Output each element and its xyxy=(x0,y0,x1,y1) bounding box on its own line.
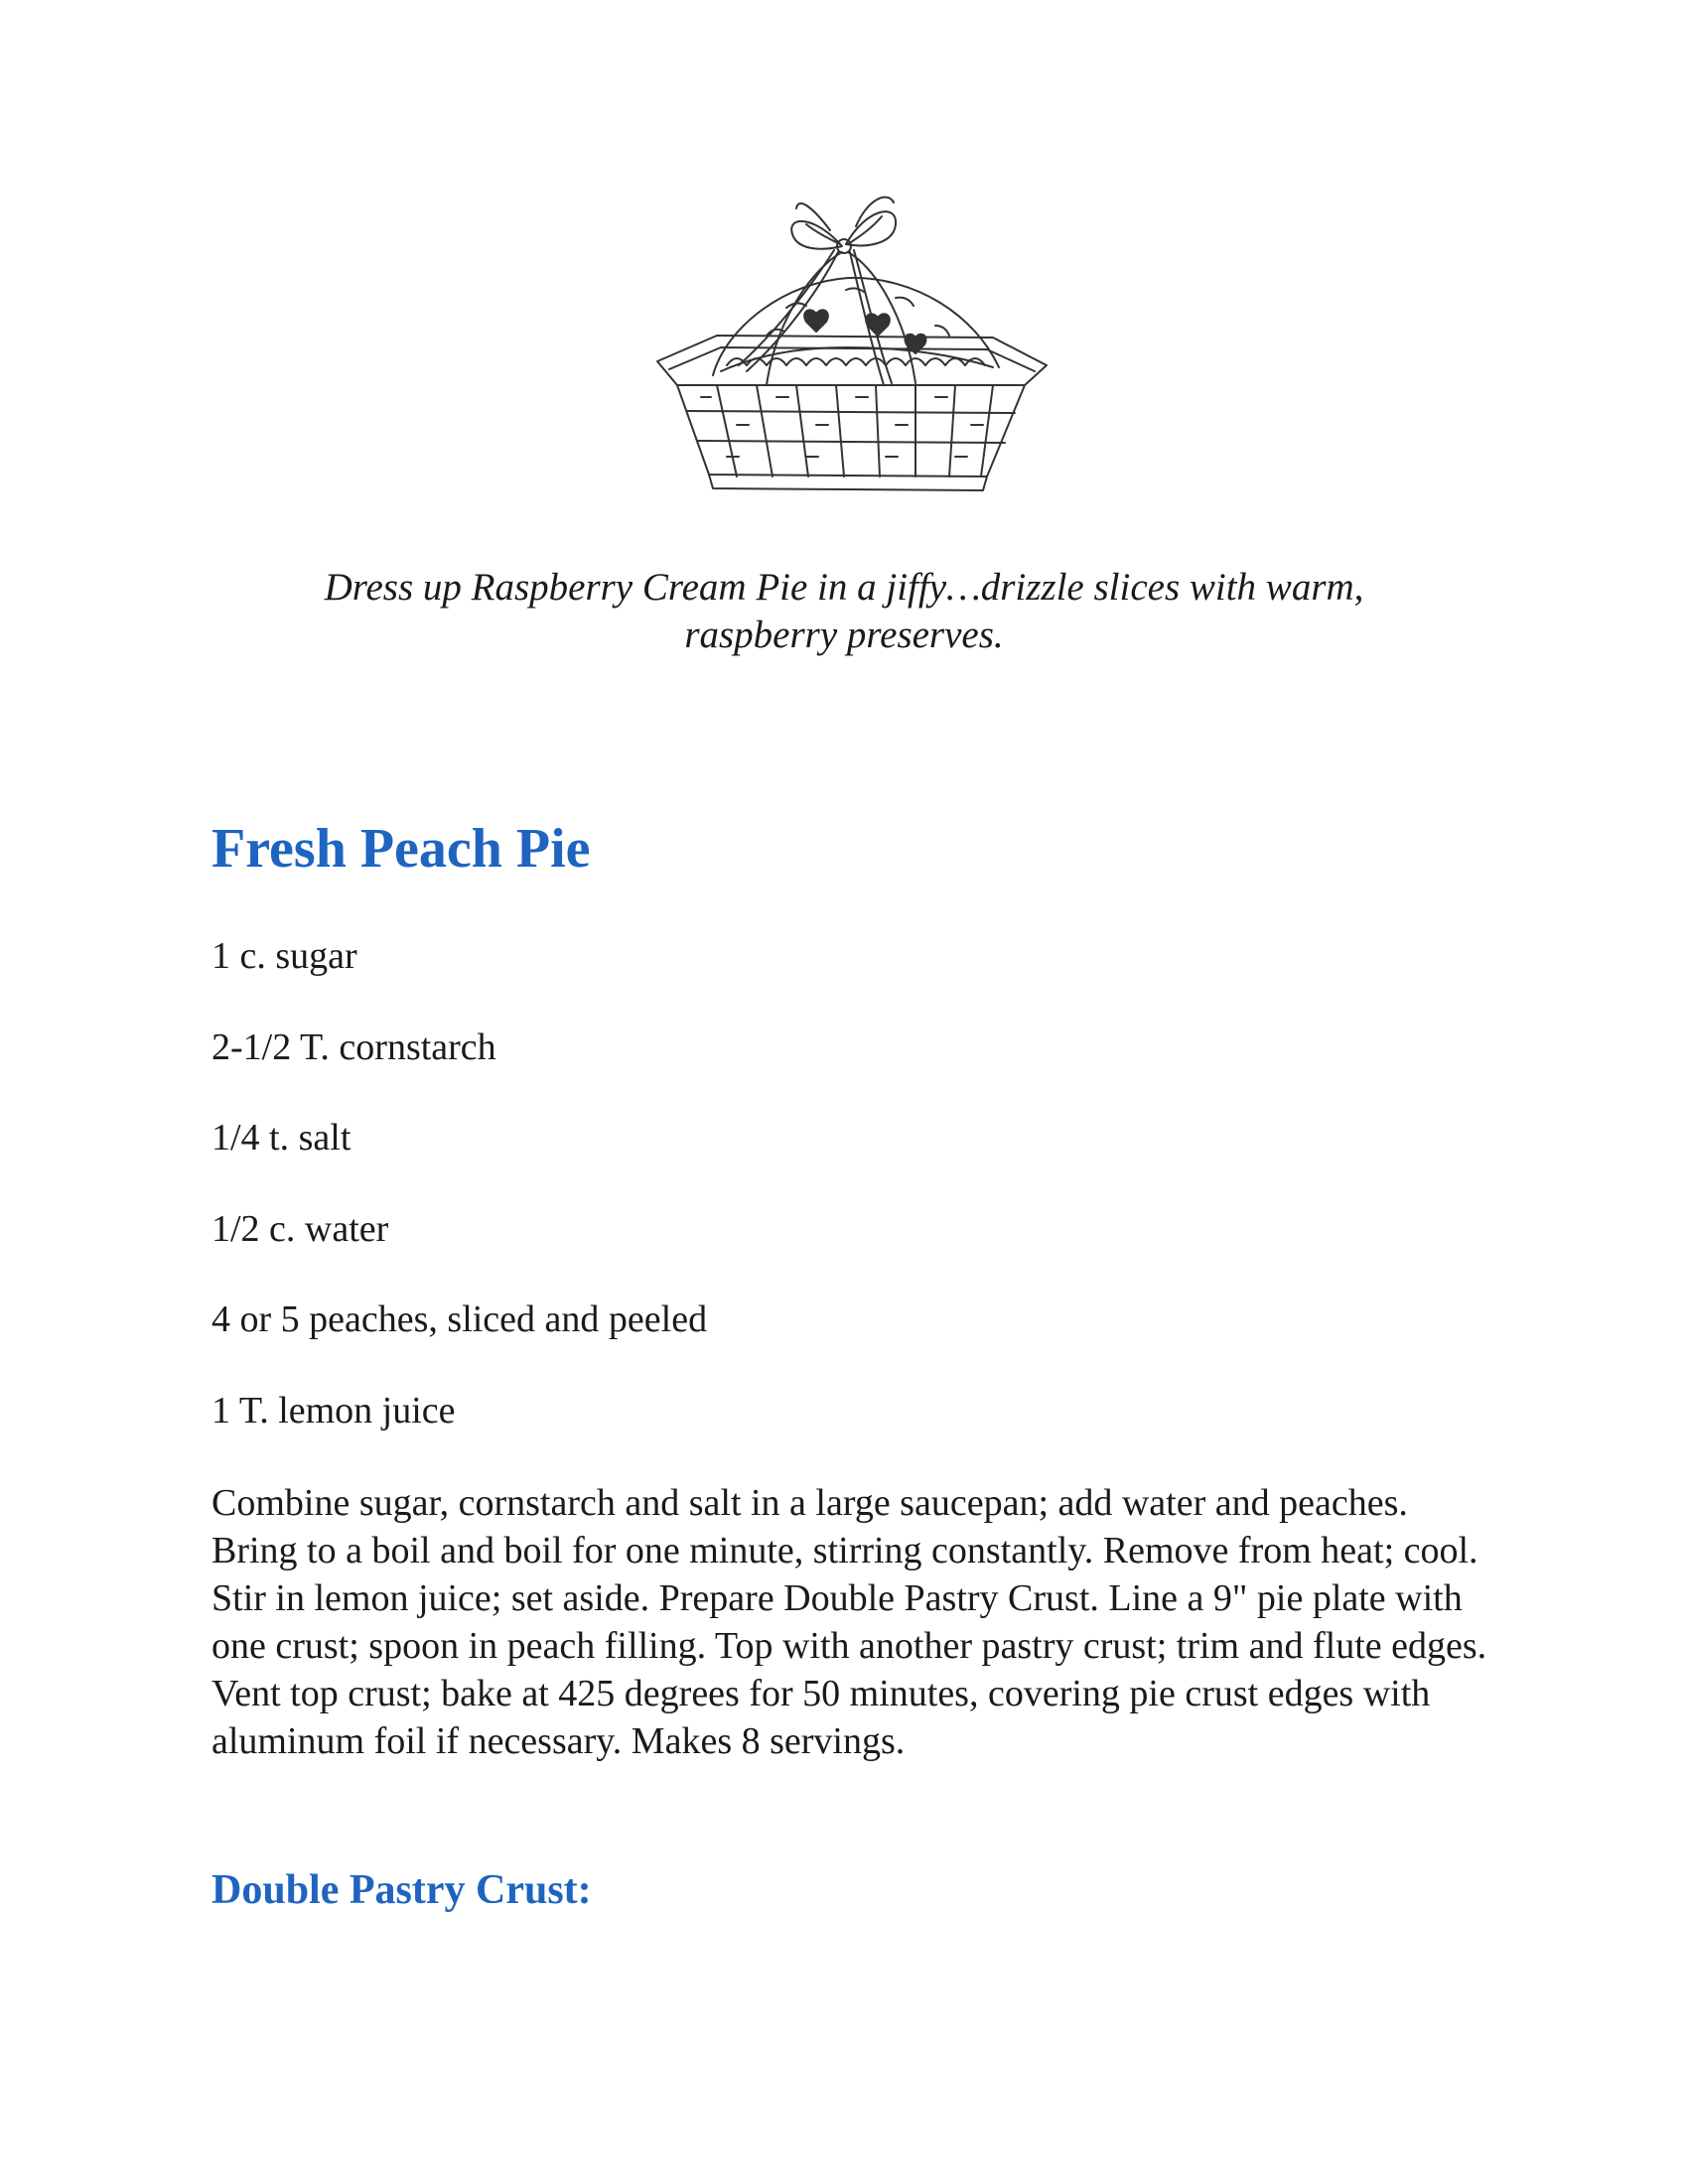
ingredient-item: 1/4 t. salt xyxy=(211,1117,352,1160)
ingredient-list xyxy=(211,933,707,1479)
caption-line-2: raspberry preserves. xyxy=(684,614,1004,656)
ingredient-item: 2-1/2 T. cornstarch xyxy=(211,1025,496,1068)
ingredient-item: 1 T. lemon juice xyxy=(211,1389,456,1432)
recipe-title: Fresh Peach Pie xyxy=(211,818,591,880)
recipe-directions: Combine sugar, cornstarch and salt in a large saucepan; add water and peaches. Bring to a boil and boil for one minute, stirring constantly. Remove from heat; cool. Stir in lemon juice; set aside. Prepare Double Pastry Crust. Line a 9" pie plate with one crust; spoon in peach filling. Top with another pastry crust; trim and flute edges. Vent top crust; bake at 425 degrees for 50 minutes, covering pie crust edges with aluminum foil if necessary. Makes 8 servings. xyxy=(211,1482,1487,1762)
pie-in-basket-icon xyxy=(618,187,1070,514)
illustration-caption xyxy=(199,564,1489,659)
section-heading-double-pastry-crust: Double Pastry Crust: xyxy=(211,1867,592,1913)
ingredient-item: 1 c. sugar xyxy=(211,935,357,977)
ingredient-item: 1/2 c. water xyxy=(211,1207,389,1250)
ingredient-item: 4 or 5 peaches, sliced and peeled xyxy=(211,1298,708,1341)
caption-line-1: Dress up Raspberry Cream Pie in a jiffy…drizzle slices with warm, xyxy=(324,566,1364,609)
